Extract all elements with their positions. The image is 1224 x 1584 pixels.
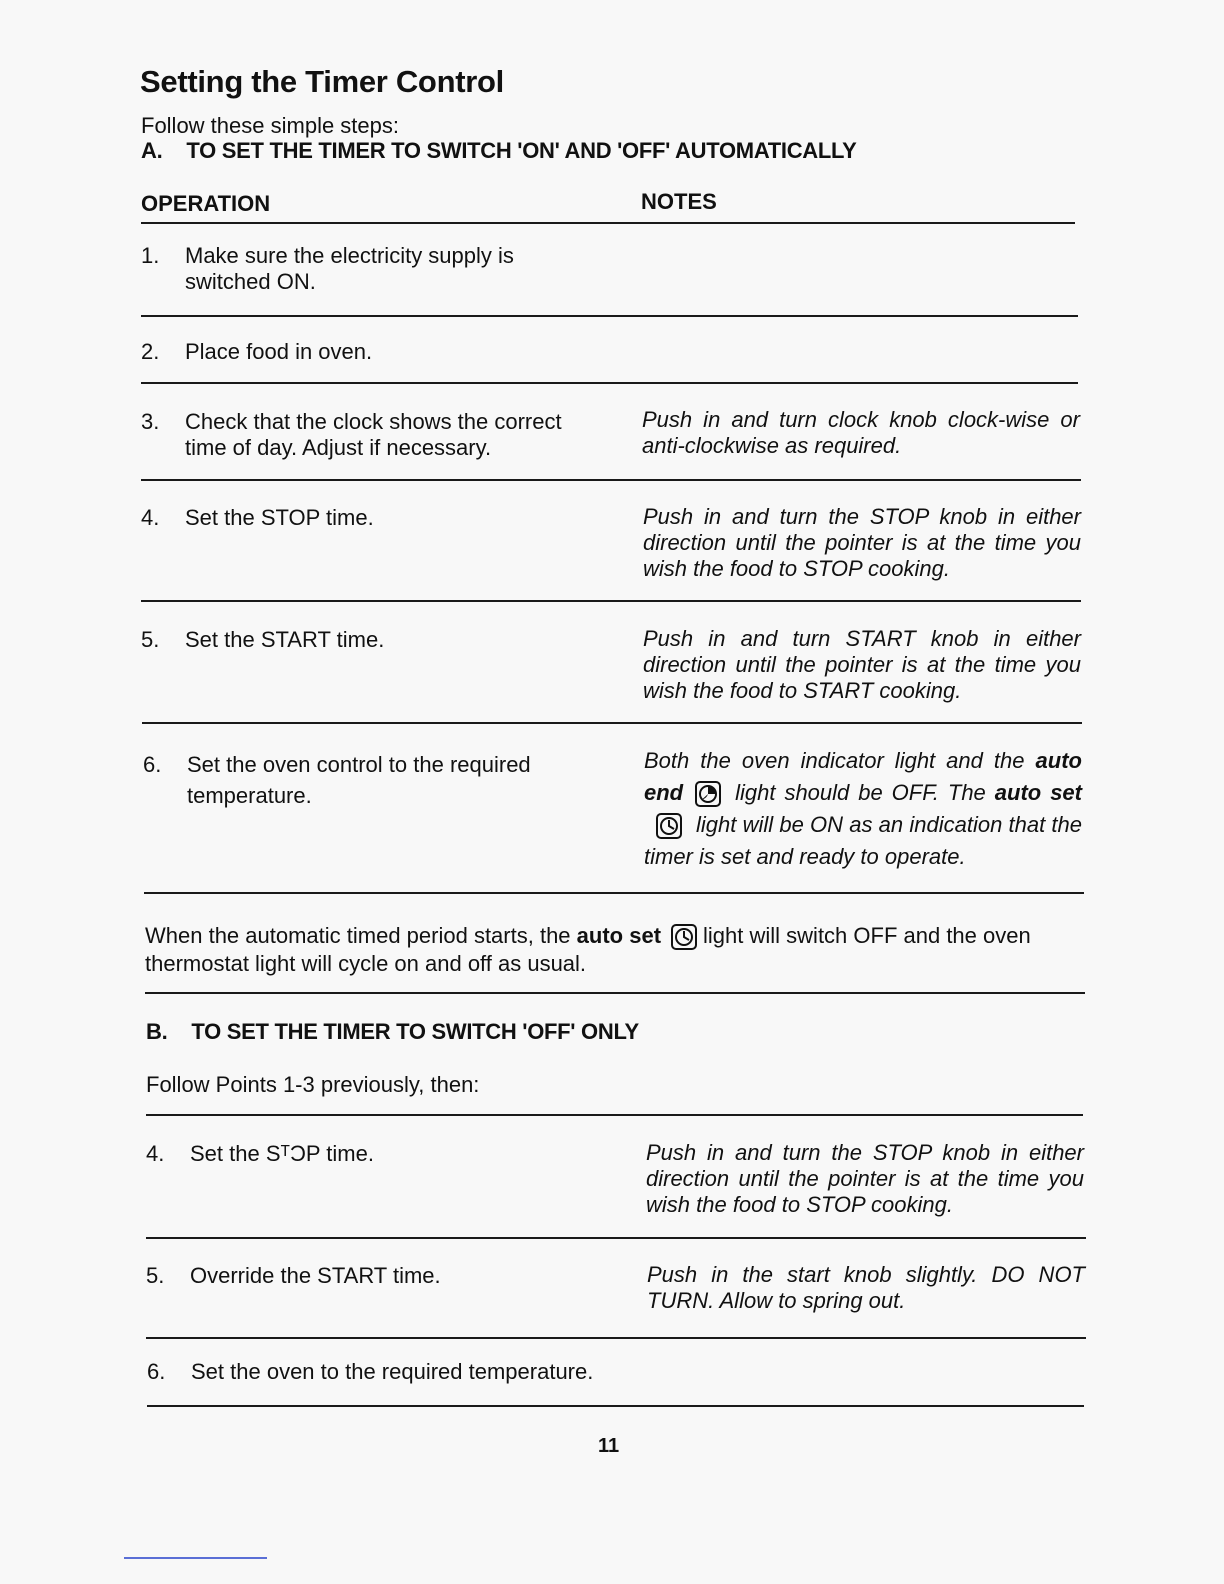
step-number: 6. <box>147 1359 166 1384</box>
step-b5-note: Push in the start knob slightly. DO NOT TURN. Allow to spring out. <box>647 1262 1085 1313</box>
clock-outline-icon <box>656 813 682 839</box>
divider <box>141 382 1078 384</box>
step-a6 <box>143 749 577 811</box>
clock-outline-icon <box>671 924 697 950</box>
clock-filled-icon <box>695 781 721 807</box>
step-b5 <box>146 1263 610 1289</box>
step-text: Set the SᵀƆP time. <box>190 1141 374 1166</box>
divider <box>146 1337 1086 1339</box>
step-a2 <box>141 339 605 365</box>
section-a-title: TO SET THE TIMER TO SWITCH 'ON' AND 'OFF' AUTOMATICALLY <box>186 138 857 163</box>
step-a3 <box>141 409 597 461</box>
section-a-letter: A. <box>141 138 163 163</box>
section-a-heading <box>141 138 857 164</box>
section-b-letter: B. <box>146 1019 168 1044</box>
footer-underline <box>124 1557 267 1559</box>
step-text: Set the oven to the required temperature. <box>191 1359 594 1384</box>
step-number: 3. <box>141 409 160 434</box>
step-number: 1. <box>141 243 160 268</box>
step-a4 <box>141 505 605 531</box>
section-b-intro: Follow Points 1-3 previously, then: <box>146 1072 480 1097</box>
section-b-heading <box>146 1019 639 1045</box>
divider <box>141 315 1078 317</box>
step-text: Set the START time. <box>185 627 385 652</box>
step-a1 <box>141 243 535 295</box>
auto-set-paragraph: When the automatic timed period starts, the auto set light will switch OFF and the oven thermostat light will cycle on and off as usual. <box>145 923 1031 977</box>
step-number: 6. <box>143 752 162 777</box>
step-text: Set the oven control to the required temperature. <box>187 752 531 808</box>
intro-text: Follow these simple steps: <box>141 113 399 138</box>
divider <box>141 222 1075 224</box>
step-a6-note: Both the oven indicator light and the auto end light should be OFF. The auto set light will be ON as an indication that the timer is set and ready to operate. <box>644 748 1082 869</box>
step-text: Make sure the electricity supply is switched ON. <box>185 243 514 294</box>
step-text: Place food in oven. <box>185 339 373 364</box>
step-a5 <box>141 627 605 653</box>
step-a5-note: Push in and turn START knob in either direction until the pointer is at the time you wish the food to START cooking. <box>643 626 1081 703</box>
step-a4-note: Push in and turn the STOP knob in either direction until the pointer is at the time you wish the food to STOP cooking. <box>643 504 1081 581</box>
divider <box>142 722 1082 724</box>
step-b4 <box>146 1141 610 1167</box>
section-b-title: TO SET THE TIMER TO SWITCH 'OFF' ONLY <box>191 1019 639 1044</box>
step-a3-note: Push in and turn clock knob clock-wise or anti-clockwise as required. <box>642 407 1080 458</box>
step-b6 <box>147 1359 791 1385</box>
step-text: Set the STOP time. <box>185 505 374 530</box>
step-b4-note: Push in and turn the STOP knob in either direction until the pointer is at the time you wish the food to STOP cooking. <box>646 1140 1084 1217</box>
step-number: 2. <box>141 339 160 364</box>
divider <box>141 600 1081 602</box>
step-number: 5. <box>146 1263 165 1288</box>
notes-column-header: NOTES <box>641 189 717 214</box>
divider <box>147 1405 1084 1407</box>
operation-column-header: OPERATION <box>141 191 271 216</box>
divider <box>146 1114 1083 1116</box>
step-number: 4. <box>141 505 160 530</box>
step-text: Override the START time. <box>190 1263 441 1288</box>
divider <box>146 1237 1086 1239</box>
page-number: 11 <box>598 1435 620 1457</box>
page-title: Setting the Timer Control <box>140 64 504 99</box>
step-number: 4. <box>146 1141 165 1166</box>
step-text: Check that the clock shows the correct time of day. Adjust if necessary. <box>185 409 562 460</box>
divider <box>144 892 1084 894</box>
divider <box>141 479 1081 481</box>
step-number: 5. <box>141 627 160 652</box>
divider <box>145 992 1085 994</box>
